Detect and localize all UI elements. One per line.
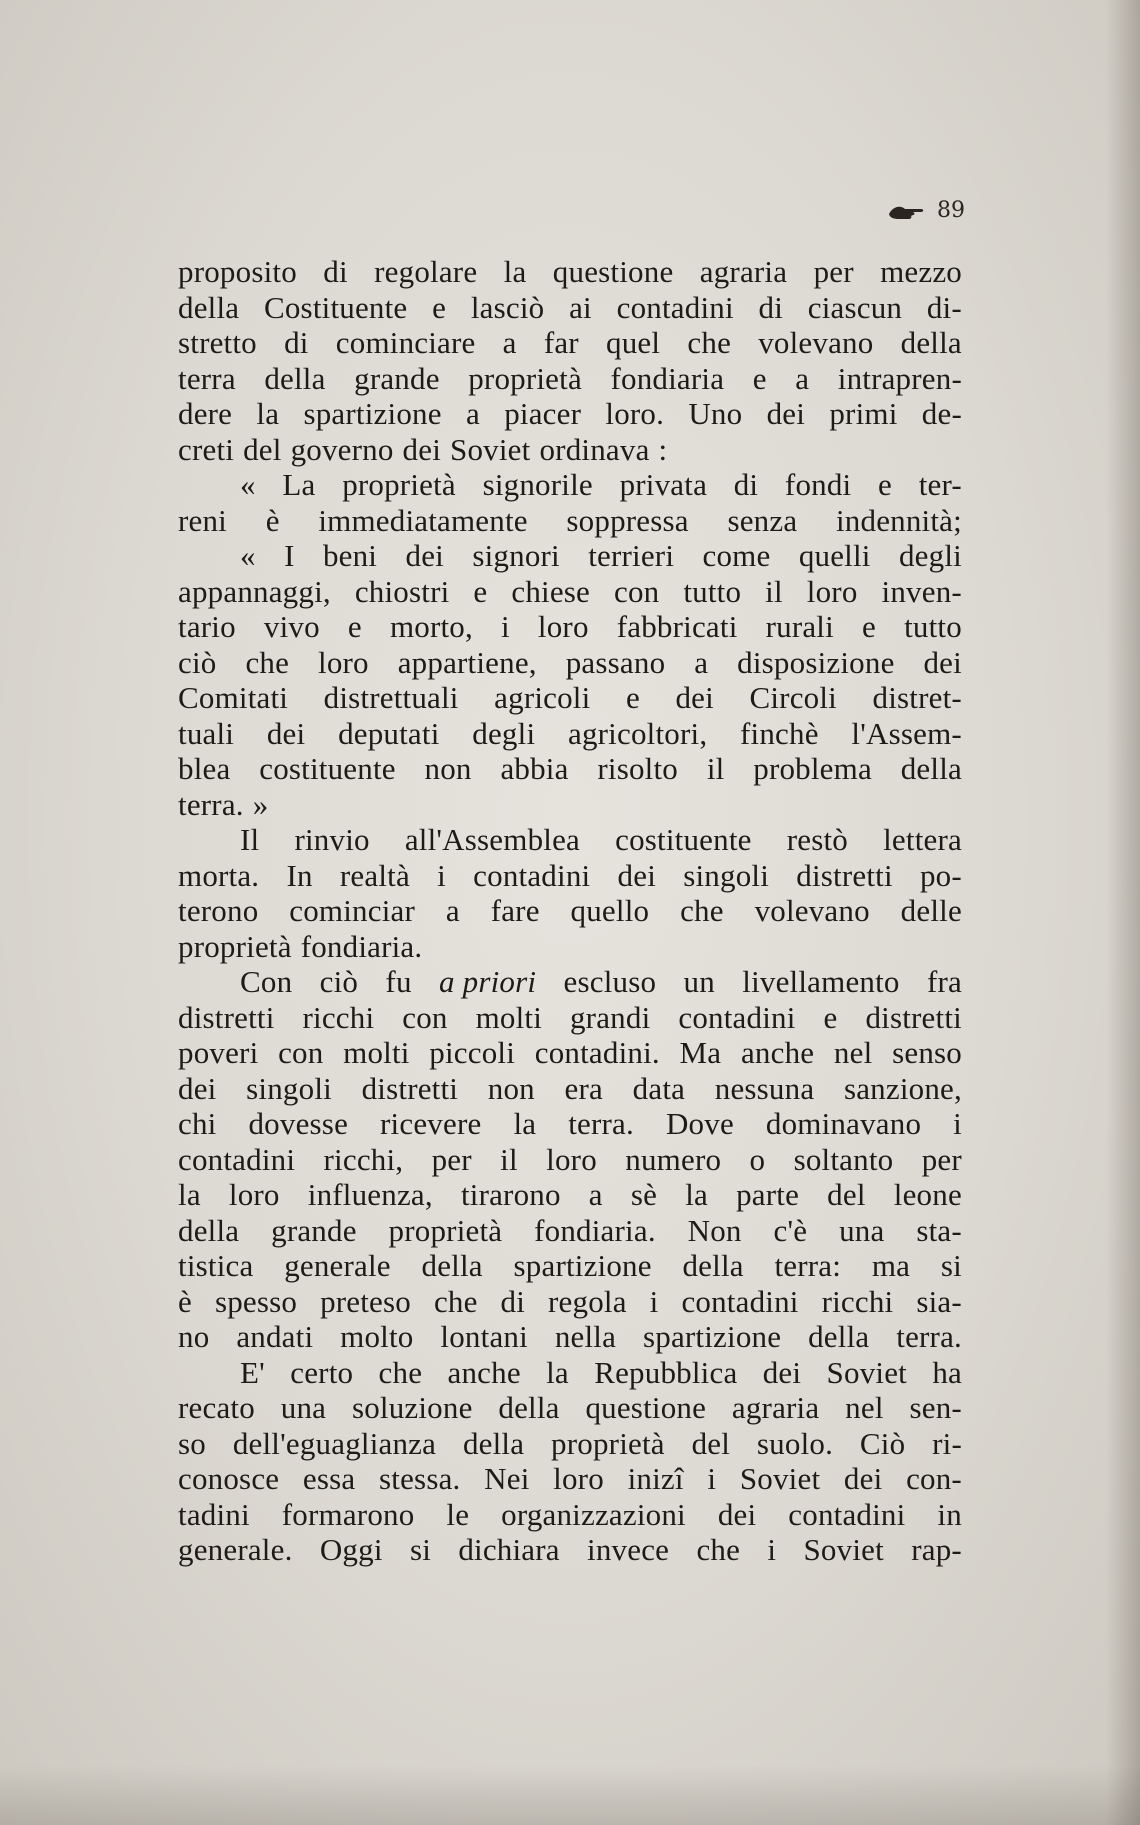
- body-text: [178, 254, 962, 1568]
- text-line: no andati molto lontani nella spartizione della terra.: [178, 1319, 962, 1354]
- text-line: chi dovesse ricevere la terra. Dove dominavano i: [178, 1106, 962, 1141]
- text-line: ciò che loro appartiene, passano a disposizione dei: [178, 644, 962, 680]
- text-line: Il rinvio all'Assemblea costituente restò lettera: [240, 822, 962, 857]
- text-line: « La proprietà signorile privata di fondi e ter-: [240, 467, 962, 502]
- text-line: proposito di regolare la questione agraria per mezzo: [178, 254, 962, 289]
- text-line: dere la spartizione a piacer loro. Uno dei primi de-: [178, 396, 962, 431]
- text-line: Con ciò fu a priori escluso un livellamento fra: [240, 964, 962, 999]
- text-line: tistica generale della spartizione della terra: ma si: [178, 1248, 962, 1283]
- text-line: morta. In realtà i contadini dei singoli distretti po-: [178, 857, 962, 893]
- text-line: terono cominciar a fare quello che volevano delle: [178, 893, 962, 928]
- text-line: blea costituente non abbia risolto il problema della: [178, 751, 962, 786]
- page-number: 89: [937, 198, 965, 223]
- text-line: tadini formarono le organizzazioni dei contadini in: [178, 1496, 962, 1532]
- text-line: la loro influenza, tirarono a sè la parte del leone: [178, 1177, 962, 1212]
- text-line: proprietà fondiaria.: [178, 928, 423, 964]
- text-line: poveri con molti piccoli contadini. Ma anche nel senso: [178, 1035, 962, 1070]
- page-bottom-shadow: [0, 1765, 1140, 1825]
- text-line: stretto di cominciare a far quel che volevano della: [178, 325, 962, 360]
- text-line: dei singoli distretti non era data nessuna sanzione,: [178, 1070, 962, 1106]
- text-line: della Costituente e lasciò ai contadini di ciascun di-: [178, 289, 962, 325]
- text-line: Comitati distrettuali agricoli e dei Circoli distret-: [178, 680, 962, 715]
- text-line: E' certo che anche la Repubblica dei Soviet ha: [240, 1354, 962, 1390]
- page-edge-shadow: [1106, 0, 1140, 1825]
- text-line: della grande proprietà fondiaria. Non c'è una sta-: [178, 1212, 962, 1248]
- text-line: appannaggi, chiostri e chiese con tutto il loro inven-: [178, 573, 962, 609]
- text-line: terra. »: [178, 786, 269, 822]
- text-line: reni è immediatamente soppressa senza indennità;: [178, 502, 962, 538]
- text-line: conosce essa stessa. Nei loro inizî i Soviet dei con-: [178, 1461, 962, 1496]
- text-line: so dell'eguaglianza della proprietà del suolo. Ciò ri-: [178, 1425, 962, 1461]
- text-line: contadini ricchi, per il loro numero o soltanto per: [178, 1141, 962, 1177]
- text-line: tario vivo e morto, i loro fabbricati rurali e tutto: [178, 609, 962, 644]
- text-line: generale. Oggi si dichiara invece che i Soviet rap-: [178, 1532, 962, 1567]
- running-header: [887, 198, 965, 223]
- pointing-hand-icon: [887, 200, 927, 222]
- text-line: terra della grande proprietà fondiaria e a intrapren-: [178, 360, 962, 396]
- text-line: distretti ricchi con molti grandi contadini e distretti: [178, 999, 962, 1035]
- text-line: recato una soluzione della questione agraria nel sen-: [178, 1390, 962, 1425]
- text-line: tuali dei deputati degli agricoltori, finchè l'Assem-: [178, 715, 962, 751]
- text-line: « I beni dei signori terrieri come quelli degli: [240, 538, 962, 573]
- text-line: creti del governo dei Soviet ordinava :: [178, 431, 668, 467]
- text-line: è spesso preteso che di regola i contadini ricchi sia-: [178, 1283, 962, 1319]
